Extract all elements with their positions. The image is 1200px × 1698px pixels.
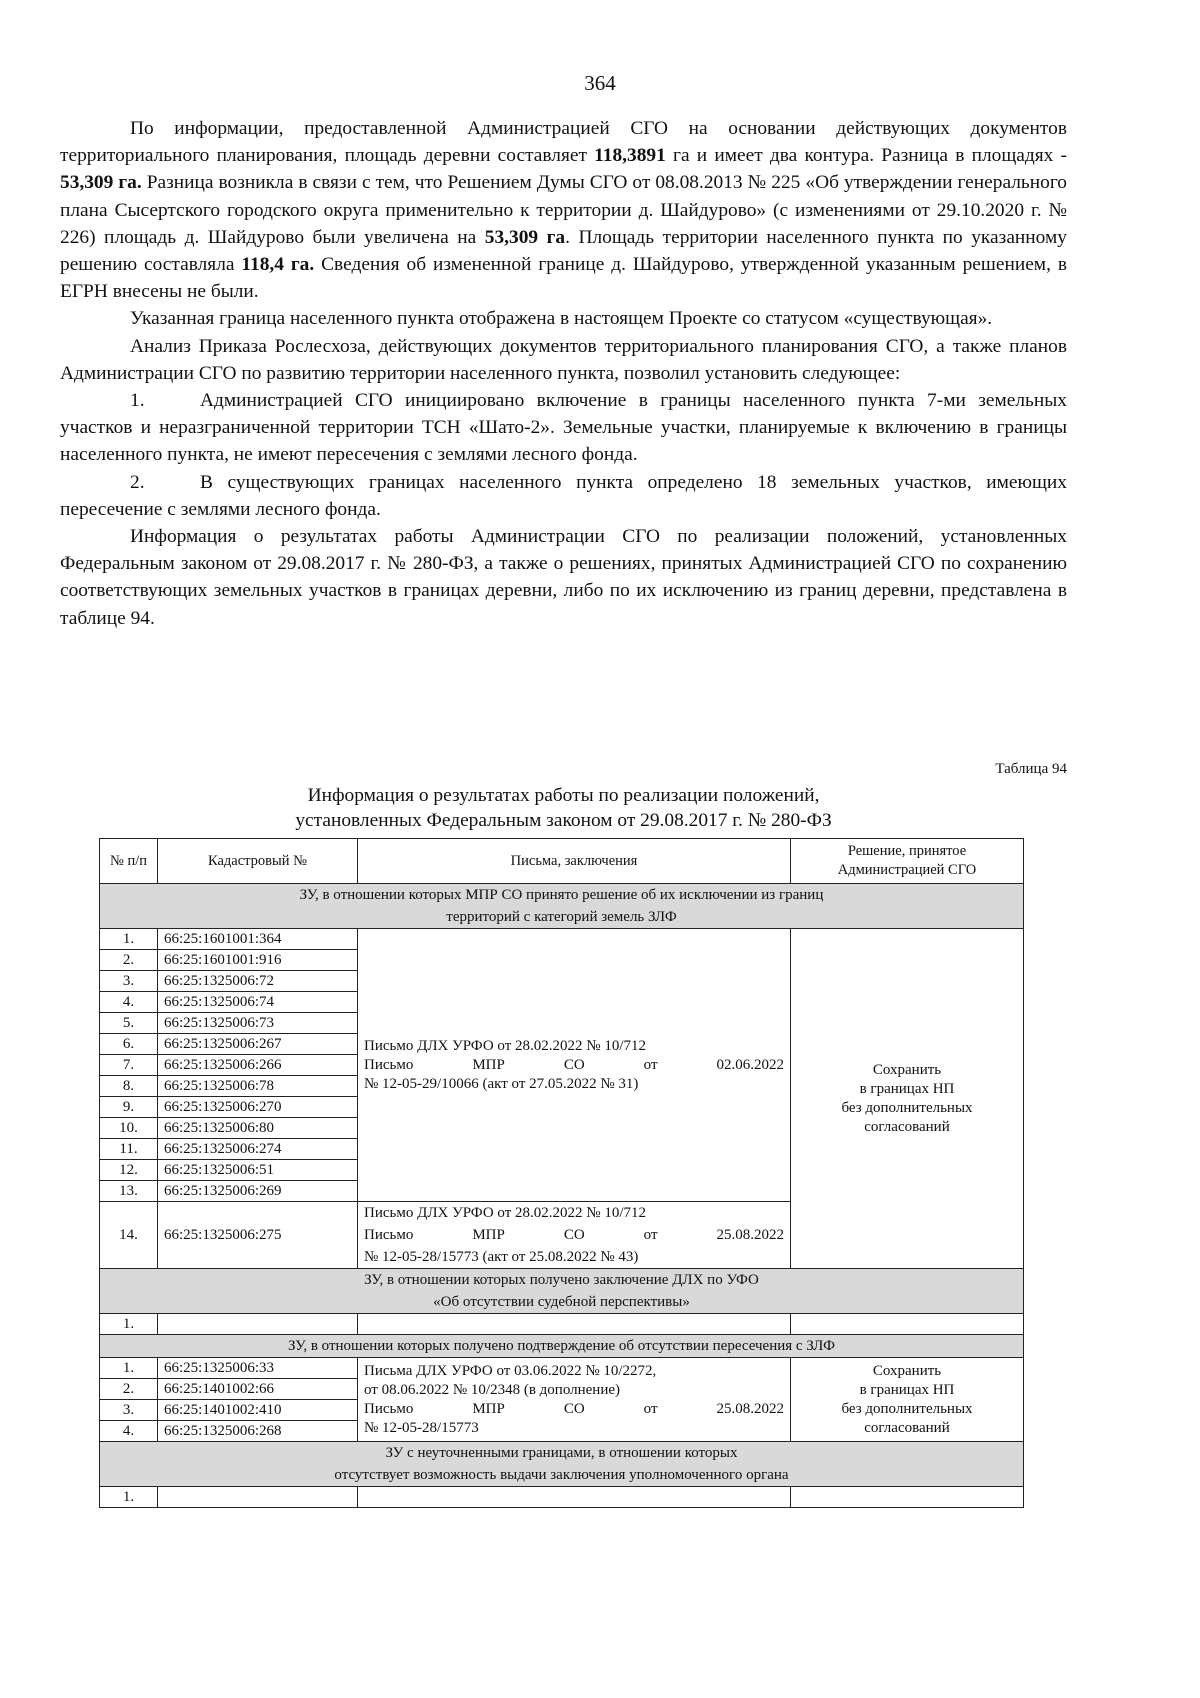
decision-text: согласований — [864, 1419, 950, 1436]
empty-cell — [791, 1314, 1024, 1335]
row-number: 1. — [100, 1487, 158, 1508]
row-number: 1. — [100, 1314, 158, 1335]
page-number: 364 — [584, 71, 616, 95]
text-run: га и имеет два контура. Разница в площадях - — [665, 145, 1068, 167]
letter-text: № 12-05-28/15773 — [364, 1419, 479, 1436]
row-number: 10. — [100, 1118, 158, 1139]
letters-cell — [358, 929, 791, 1202]
decision-text: без дополнительных — [841, 1099, 973, 1116]
empty-cell — [158, 1314, 358, 1335]
letter-text: Письма ДЛХ УРФО от 03.06.2022 № 10/2272, — [364, 1362, 657, 1379]
section-text: «Об отсутствии судебной перспективы» — [433, 1294, 690, 1310]
section-text: территорий с категорий земель ЗЛФ — [446, 909, 677, 925]
decision-cell — [791, 1358, 1024, 1442]
cadastral-number: 66:25:1325006:74 — [158, 992, 358, 1013]
cadastral-number: 66:25:1325006:267 — [158, 1034, 358, 1055]
table-label: Таблица 94 — [995, 761, 1067, 777]
row-number: 5. — [100, 1013, 158, 1034]
cadastral-number: 66:25:1325006:270 — [158, 1097, 358, 1118]
text-run: Разница возникла в связи с тем, что Решением Думы СГО от 08.08.2013 № 225 «Об утверждении генерального плана Сысертского городского округа применительно к территории д. Шайдурово» (с изменениями от 29.10.2020 г. № 226) площадь д. Шайдурово были увеличена на — [60, 172, 1067, 248]
row-number: 9. — [100, 1097, 158, 1118]
list-number: 2. — [130, 471, 145, 493]
list-text: Администрацией СГО инициировано включение в границы населенного пункта 7-ми земельных участков и неразграниченной территории ТСН «Шато-2». Земельные участки, планируемые к включению в границы населенного пункта, не имеют пересечения с землями лесного фонда. — [60, 390, 1067, 466]
table-row — [100, 1358, 1024, 1379]
row-number: 3. — [100, 971, 158, 992]
row-number: 1. — [100, 929, 158, 950]
row-number: 13. — [100, 1181, 158, 1202]
decision-text: согласований — [864, 1118, 950, 1135]
row-number: 1. — [100, 1358, 158, 1379]
row-number: 2. — [100, 1379, 158, 1400]
table-title-line: Информация о результатах работы по реализации положений, — [307, 785, 820, 806]
empty-cell — [358, 1314, 791, 1335]
cadastral-number: 66:25:1325006:73 — [158, 1013, 358, 1034]
empty-cell — [158, 1487, 358, 1508]
bold-value: 118,4 га. — [241, 254, 315, 276]
row-number: 4. — [100, 992, 158, 1013]
row-number: 8. — [100, 1076, 158, 1097]
list-number: 1. — [130, 390, 145, 412]
decision-text: Сохранить — [872, 1061, 942, 1078]
decision-cell — [791, 929, 1024, 1269]
table-title — [60, 783, 1067, 833]
section-row — [100, 884, 1024, 929]
letters-cell — [358, 1202, 791, 1269]
letter-text: от 08.06.2022 № 10/2348 (в дополнение) — [364, 1381, 621, 1398]
table-title-line: установленных Федеральным законом от 29.08.2017 г. № 280-ФЗ — [295, 810, 832, 831]
row-number: 2. — [100, 950, 158, 971]
section-row — [100, 1269, 1024, 1314]
row-number: 14. — [100, 1202, 158, 1269]
cadastral-number: 66:25:1601001:916 — [158, 950, 358, 971]
header-num: № п/п — [100, 839, 158, 884]
row-number: 6. — [100, 1034, 158, 1055]
cadastral-number: 66:25:1325006:275 — [158, 1202, 358, 1269]
table-row — [100, 1487, 1024, 1508]
section-row — [100, 1442, 1024, 1487]
cadastral-number: 66:25:1325006:274 — [158, 1139, 358, 1160]
cadastral-number: 66:25:1325006:78 — [158, 1076, 358, 1097]
letter-text: Письмо МПР СО от 25.08.2022 — [364, 1400, 784, 1417]
cadastral-number: 66:25:1325006:268 — [158, 1421, 358, 1442]
letter-text: № 12-05-29/10066 (акт от 27.05.2022 № 31) — [364, 1075, 639, 1092]
cadastral-number: 66:25:1325006:80 — [158, 1118, 358, 1139]
empty-cell — [358, 1487, 791, 1508]
decision-text: без дополнительных — [841, 1400, 973, 1417]
paragraph-1 — [60, 115, 1067, 305]
results-table — [99, 838, 1024, 1508]
cadastral-number: 66:25:1601001:364 — [158, 929, 358, 950]
letter-text: № 12-05-28/15773 (акт от 25.08.2022 № 43) — [364, 1249, 639, 1265]
section-text: ЗУ, в отношении которых МПР СО принято решение об их исключении из границ — [299, 887, 824, 903]
letter-text: Письмо МПР СО от 25.08.2022 — [364, 1227, 784, 1243]
header-letters: Письма, заключения — [358, 839, 791, 884]
decision-text: в границах НП — [859, 1381, 955, 1398]
bold-value: 53,309 га — [484, 226, 566, 248]
bold-value: 53,309 га. — [60, 172, 142, 194]
section-row — [100, 1335, 1024, 1358]
header-text: Решение, принятое — [847, 843, 967, 859]
row-number: 3. — [100, 1400, 158, 1421]
letter-text: Письмо ДЛХ УРФО от 28.02.2022 № 10/712 — [364, 1205, 646, 1221]
section-text: ЗУ, в отношении которых получено заключение ДЛХ по УФО — [364, 1272, 759, 1288]
bold-value: 118,3891 — [594, 145, 666, 167]
paragraph-3: Анализ Приказа Рослесхоза, действующих документов территориального планирования СГО, а также планов Администрации СГО по развитию территории населенного пункта, позволил установить следующее: — [60, 335, 1067, 384]
letter-text: Письмо МПР СО от 02.06.2022 — [364, 1056, 784, 1073]
letters-cell — [358, 1358, 791, 1442]
section-text: ЗУ с неуточненными границами, в отношении которых — [385, 1445, 738, 1461]
list-item-2 — [60, 469, 1067, 523]
decision-text: в границах НП — [859, 1080, 955, 1097]
row-number: 4. — [100, 1421, 158, 1442]
paragraph-4: Информация о результатах работы Администрации СГО по реализации положений, установленных Федеральным законом от 29.08.2017 г. № 280-ФЗ, а также о решениях, принятых Администрацией СГО по сохранению соответствующих земельных участков в границах деревни, либо по их исключению из границ деревни, представлена в таблице 94. — [60, 526, 1067, 629]
row-number: 7. — [100, 1055, 158, 1076]
row-number: 11. — [100, 1139, 158, 1160]
cadastral-number: 66:25:1401002:410 — [158, 1400, 358, 1421]
cadastral-number: 66:25:1325006:51 — [158, 1160, 358, 1181]
text-run: По информации, предоставленной Администрацией СГО на основании действующих документов территориального планирования, площадь деревни составляет — [60, 118, 1067, 167]
empty-cell — [791, 1487, 1024, 1508]
header-text: Администрацией СГО — [837, 862, 977, 878]
body-text — [60, 115, 1067, 632]
decision-text: Сохранить — [872, 1362, 942, 1379]
table-header-row — [100, 839, 1024, 884]
table-row — [100, 929, 1024, 950]
cadastral-number: 66:25:1325006:266 — [158, 1055, 358, 1076]
cadastral-number: 66:25:1325006:269 — [158, 1181, 358, 1202]
section-2-heading — [100, 1269, 1024, 1314]
paragraph-2: Указанная граница населенного пункта отображена в настоящем Проекте со статусом «существующая». — [130, 308, 993, 330]
header-decision — [791, 839, 1024, 884]
text-run: . Площадь территории населенного пункта по указанному решению составляла — [60, 226, 1067, 276]
cadastral-number: 66:25:1401002:66 — [158, 1379, 358, 1400]
list-item-1 — [60, 387, 1067, 469]
table-row — [100, 1314, 1024, 1335]
letter-text: Письмо ДЛХ УРФО от 28.02.2022 № 10/712 — [364, 1037, 646, 1054]
section-4-heading — [100, 1442, 1024, 1487]
text-run: Сведения об измененной границе д. Шайдурово, утвержденной указанным решением, в ЕГРН внесены не были. — [60, 254, 1067, 303]
row-number: 12. — [100, 1160, 158, 1181]
section-text: отсутствует возможность выдачи заключения уполномоченного органа — [334, 1467, 789, 1483]
list-text: В существующих границах населенного пункта определено 18 земельных участков, имеющих пересечение с землями лесного фонда. — [60, 471, 1067, 520]
section-1-heading — [100, 884, 1024, 929]
section-3-heading: ЗУ, в отношении которых получено подтверждение об отсутствии пересечения с ЗЛФ — [100, 1335, 1024, 1358]
cadastral-number: 66:25:1325006:33 — [158, 1358, 358, 1379]
header-cadastral: Кадастровый № — [158, 839, 358, 884]
cadastral-number: 66:25:1325006:72 — [158, 971, 358, 992]
